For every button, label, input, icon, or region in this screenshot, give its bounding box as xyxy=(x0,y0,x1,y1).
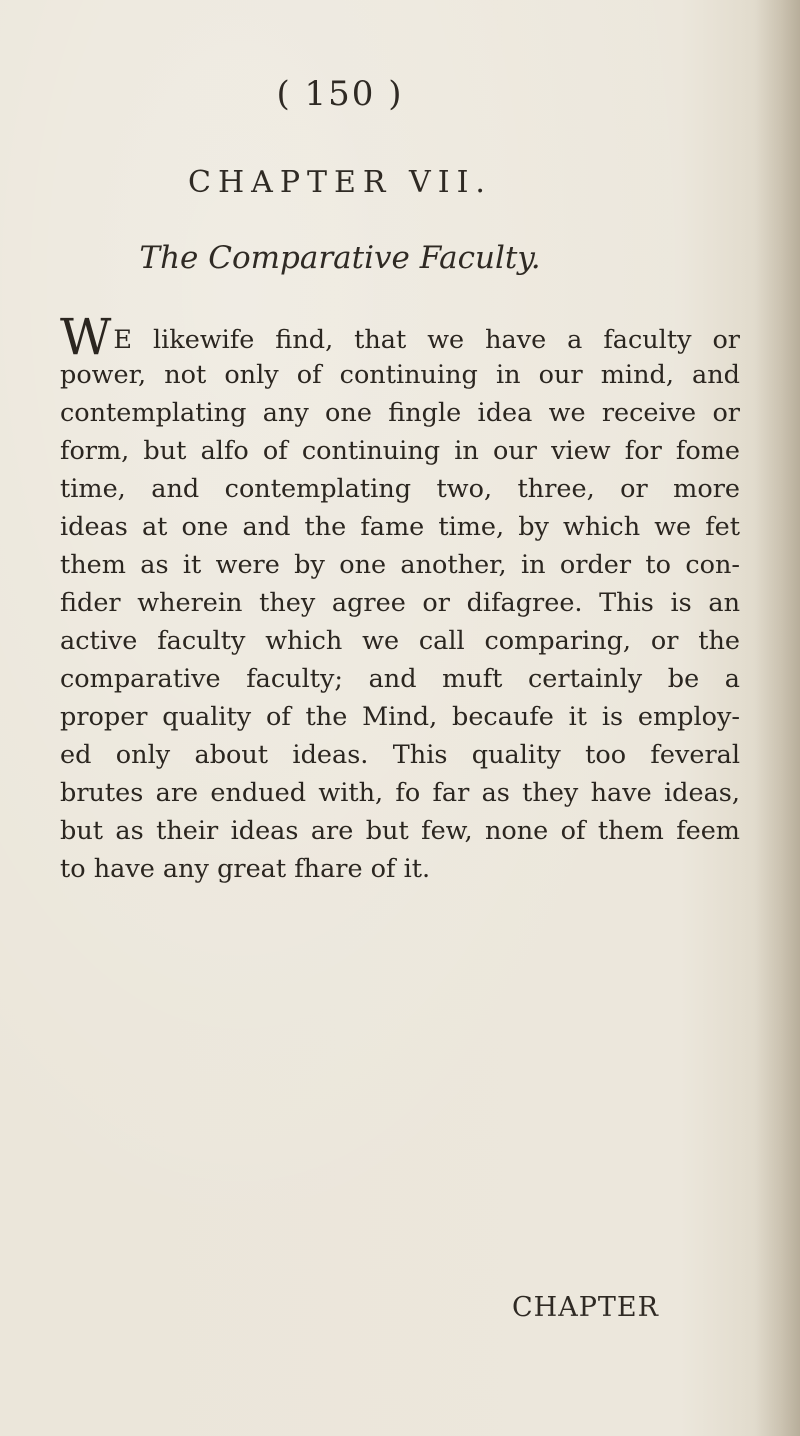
page-edge-shadow xyxy=(755,0,800,1436)
text-line: ed only about ideas. This quality too feveral xyxy=(60,740,740,770)
text-line: time, and contemplating two, three, or more xyxy=(60,474,740,504)
text-line: to have any great fhare of it. xyxy=(60,854,431,884)
catchword: CHAPTER xyxy=(512,1292,659,1323)
text-line: proper quality of the Mind, becaufe it is employ- xyxy=(60,702,740,732)
chapter-heading: CHAPTER VII. xyxy=(188,165,492,200)
text-line: active faculty which we call comparing, or the xyxy=(60,626,740,656)
text-line: brutes are endued with, fo far as they have ideas, xyxy=(60,778,740,808)
text-line: contemplating any one fingle idea we receive or xyxy=(60,398,740,428)
text-line: but as their ideas are but few, none of them feem xyxy=(60,816,740,846)
text-line: WE likewife find, that we have a faculty or xyxy=(60,308,740,366)
text-line: fider wherein they agree or difagree. This is an xyxy=(60,588,740,618)
page-number: ( 150 ) xyxy=(276,74,404,114)
drop-letter: W xyxy=(60,308,112,366)
text-line: form, but alfo of continuing in our view for fome xyxy=(60,436,740,466)
text-line: ideas at one and the fame time, by which we fet xyxy=(60,512,740,542)
text-line: comparative faculty; and muft certainly be a xyxy=(60,664,740,694)
body-text xyxy=(60,308,740,888)
text-line: power, not only of continuing in our mind, and xyxy=(60,360,740,390)
text-line: them as it were by one another, in order to con- xyxy=(60,550,740,580)
chapter-subtitle: The Comparative Faculty. xyxy=(139,240,541,276)
